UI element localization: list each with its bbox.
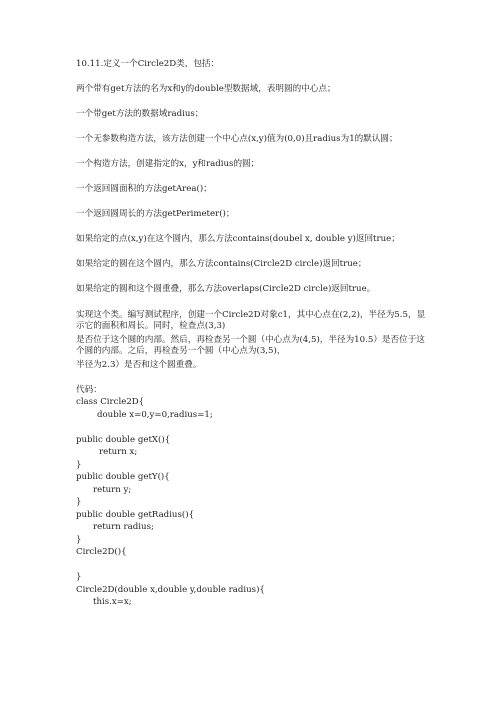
task-description-line: 半径为2.3）是否和这个圆重叠。 — [76, 360, 202, 370]
code-line: public double getRadius(){ — [76, 510, 195, 520]
code-line: return radius; — [93, 522, 154, 532]
requirement-item: 一个无参数构造方法，该方法创建一个中心点(x,y)值为(0,0)且radius为1的默认圆； — [76, 134, 398, 144]
task-description-line: 实现这个类。编写测试程序，创建一个Circle2D对象c1，其中心点在(2,2)，半径为5.5，显 — [76, 310, 426, 320]
code-line: } — [76, 497, 82, 507]
code-line: public double getX(){ — [76, 435, 171, 445]
code-line: this.x=x; — [93, 597, 132, 607]
requirement-item: 一个返回圆周长的方法getPerimeter()； — [76, 209, 235, 219]
task-description-line: 是否位于这个圆的内部。然后，再检查另一个圆（中心点为(4,5)，半径为10.5）是否位于这 — [76, 335, 425, 345]
task-description-line: 示它的面积和周长。同时，检查点(3,3) — [76, 321, 226, 331]
task-description-line: 个圆的内部。之后，再检查另一个圆（中心点为(3,5)， — [76, 346, 286, 356]
requirement-item: 如果给定的点(x,y)在这个圆内，那么方法contains(doubel x, double y)返回true； — [76, 234, 400, 244]
requirement-item: 如果给定的圆在这个圆内，那么方法contains(Circle2D circle)返回true； — [76, 259, 367, 269]
problem-title: 10.11.定义一个Circle2D类，包括： — [76, 59, 220, 69]
code-line: double x=0,y=0,radius=1; — [97, 410, 213, 420]
code-line: return y; — [93, 485, 132, 495]
code-line: Circle2D(){ — [76, 547, 127, 557]
requirement-item: 一个返回圆面积的方法getArea()； — [76, 184, 212, 194]
code-heading: 代码： — [76, 385, 102, 395]
code-line: Circle2D(double x,double y,double radius){ — [76, 585, 265, 595]
requirement-item: 一个带get方法的数据域radius； — [76, 109, 204, 119]
code-line: } — [76, 572, 82, 582]
code-line: } — [76, 535, 82, 545]
requirement-item: 一个构造方法，创建指定的x，y和radius的圆； — [76, 159, 260, 169]
code-line: class Circle2D{ — [76, 397, 145, 407]
requirement-item: 两个带有get方法的名为x和y的double型数据域，表明圆的中心点； — [76, 84, 336, 94]
code-line: } — [76, 460, 82, 470]
code-line: return x; — [99, 447, 138, 457]
requirement-item: 如果给定的圆和这个圆重叠，那么方法overlaps(Circle2D circle)返回true。 — [76, 284, 376, 294]
code-line: public double getY(){ — [76, 472, 170, 482]
